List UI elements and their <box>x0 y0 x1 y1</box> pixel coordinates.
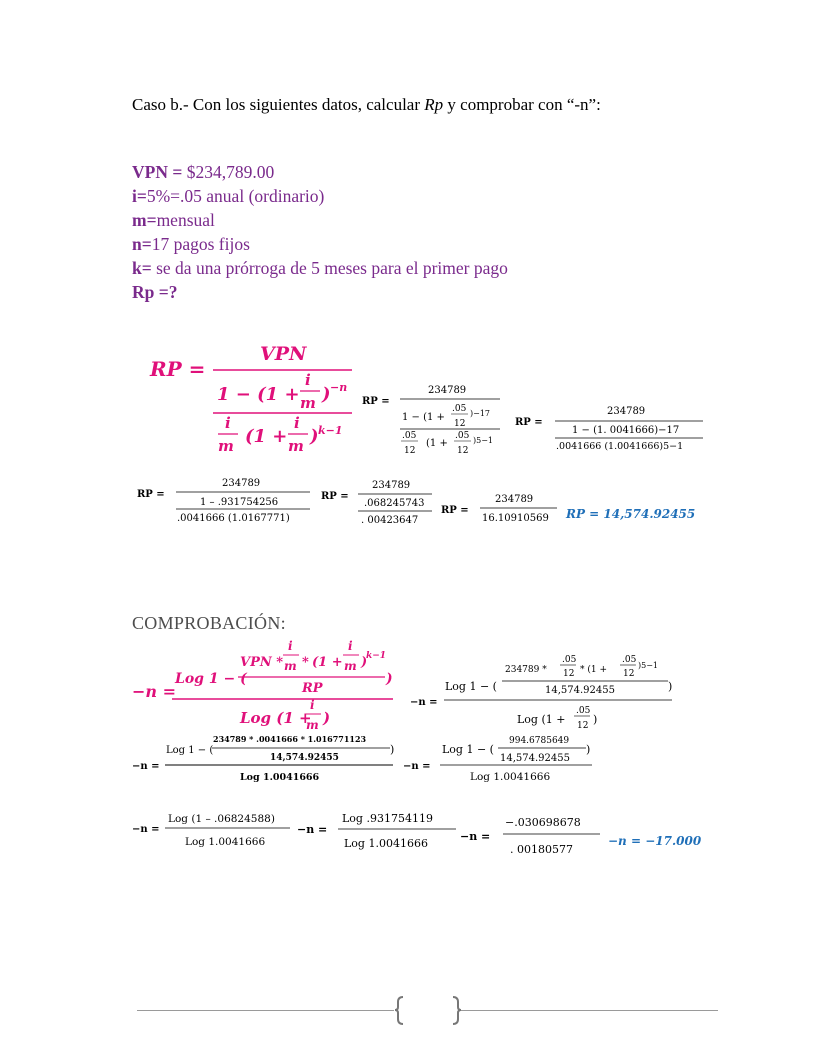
svg-text:Log 1 − (: Log 1 − ( <box>166 745 214 756</box>
svg-text:234789 *: 234789 * <box>505 665 547 675</box>
svg-text:−n =: −n = <box>297 823 328 836</box>
svg-text:(1 +: (1 + <box>312 655 343 670</box>
svg-text:−.030698678: −.030698678 <box>505 816 581 829</box>
svg-text:12: 12 <box>454 419 466 429</box>
svg-text:Log 1.0041666: Log 1.0041666 <box>240 772 320 783</box>
data-line-m: m=mensual <box>132 210 215 230</box>
data-line-rp: Rp =? <box>132 282 178 302</box>
svg-text:Log .931754119: Log .931754119 <box>342 812 433 825</box>
n-result: −n = −17.000 <box>608 834 702 848</box>
svg-text:): ) <box>310 426 319 447</box>
svg-text:.05: .05 <box>576 706 591 716</box>
svg-text:−n =: −n = <box>132 682 177 701</box>
svg-text:k−1: k−1 <box>366 651 387 661</box>
svg-text:RP =: RP = <box>362 396 390 407</box>
svg-text:14,574.92455: 14,574.92455 <box>500 753 570 764</box>
svg-text:Log 1 − (: Log 1 − ( <box>175 671 247 687</box>
svg-text:.0041666 (1.0041666)5−1: .0041666 (1.0041666)5−1 <box>556 441 684 452</box>
main-rp-lhs: RP = <box>150 357 206 381</box>
svg-text:Log 1 − (: Log 1 − ( <box>442 743 494 756</box>
data-line-i: i=5%=.05 anual (ordinario) <box>132 186 325 206</box>
svg-text:): ) <box>386 671 393 687</box>
svg-text:m: m <box>284 659 297 673</box>
svg-text:234789: 234789 <box>495 494 534 505</box>
svg-text:i: i <box>294 414 300 432</box>
svg-text:VPN *: VPN * <box>240 655 284 670</box>
svg-text:.05: .05 <box>562 655 577 665</box>
svg-text:i: i <box>225 414 231 432</box>
svg-text:Log 1.0041666: Log 1.0041666 <box>470 771 551 783</box>
svg-text:)5−1: )5−1 <box>473 436 494 445</box>
svg-text:Log (1 +: Log (1 + <box>240 709 312 727</box>
svg-text:12: 12 <box>563 669 575 679</box>
svg-text:): ) <box>668 680 673 693</box>
svg-text:(1 +: (1 + <box>426 438 448 449</box>
svg-text:i: i <box>305 371 311 389</box>
main-vpn: VPN <box>260 343 307 365</box>
right-brace-icon <box>453 997 461 1024</box>
svg-text:* (1 +: * (1 + <box>580 665 607 675</box>
svg-text:.05: .05 <box>622 655 637 665</box>
svg-text:1 − (1. 0041666)−17: 1 − (1. 0041666)−17 <box>572 425 680 436</box>
svg-text:i: i <box>310 698 315 712</box>
svg-text:−n =: −n = <box>410 697 438 708</box>
svg-text:16.10910569: 16.10910569 <box>482 513 549 524</box>
data-line-vpn: VPN = $234,789.00 <box>132 162 275 182</box>
svg-text:−n =: −n = <box>460 830 491 843</box>
svg-text:12: 12 <box>457 446 469 456</box>
svg-text:m: m <box>288 437 304 455</box>
svg-text:): ) <box>586 743 591 756</box>
svg-text:RP: RP <box>302 681 323 696</box>
svg-text:.05: .05 <box>452 404 467 414</box>
svg-text:234789: 234789 <box>222 478 261 489</box>
left-brace-icon <box>395 997 403 1024</box>
svg-text:.05: .05 <box>455 431 470 441</box>
heading-prefix: Caso b.- Con los siguientes datos, calcular <box>132 95 425 114</box>
svg-text:. 00423647: . 00423647 <box>361 515 419 526</box>
svg-text:12: 12 <box>577 721 589 731</box>
svg-text:*: * <box>302 655 309 670</box>
heading-suffix: y comprobar con “-n”: <box>443 95 601 114</box>
svg-text:m: m <box>344 659 357 673</box>
svg-text:RP =: RP = <box>137 489 165 500</box>
svg-text:): ) <box>322 384 331 405</box>
svg-text:)−17: )−17 <box>470 409 491 418</box>
svg-text:Log 1 − (: Log 1 − ( <box>445 680 497 693</box>
svg-text:)5−1: )5−1 <box>638 661 659 670</box>
svg-text:−n =: −n = <box>132 824 160 835</box>
svg-text:Log (1 – .06824588): Log (1 – .06824588) <box>168 813 275 825</box>
svg-text:.068245743: .068245743 <box>364 498 425 509</box>
svg-text:1 – .931754256: 1 – .931754256 <box>200 497 279 508</box>
svg-text:−n =: −n = <box>403 761 431 772</box>
svg-text:Log (1 +: Log (1 + <box>517 713 566 726</box>
svg-text:Log 1.0041666: Log 1.0041666 <box>344 837 428 850</box>
svg-text:): ) <box>390 743 395 756</box>
svg-text:14,574.92455: 14,574.92455 <box>545 685 615 696</box>
svg-text:): ) <box>323 709 331 727</box>
data-line-n: n=17 pagos fijos <box>132 234 250 254</box>
svg-text:. 00180577: . 00180577 <box>510 843 573 856</box>
svg-text:m: m <box>218 437 234 455</box>
svg-text:RP =: RP = <box>321 491 349 502</box>
svg-text:): ) <box>361 655 368 670</box>
svg-text:−n =: −n = <box>132 761 160 772</box>
svg-text:234789 * .0041666 * 1.01677112: 234789 * .0041666 * 1.016771123 <box>213 734 367 744</box>
rp-result: RP = 14,574.92455 <box>566 507 696 521</box>
svg-text:994.6785649: 994.6785649 <box>509 736 570 746</box>
data-line-k: k= se da una prórroga de 5 meses para el primer pago <box>132 258 508 278</box>
svg-text:i: i <box>288 639 293 653</box>
main-one-minus: 1 − (1 + <box>217 384 300 405</box>
svg-text:234789: 234789 <box>428 385 467 396</box>
svg-text:.05: .05 <box>402 431 417 441</box>
comprobacion-title: COMPROBACIÓN: <box>132 613 286 633</box>
svg-text:i: i <box>348 639 353 653</box>
svg-text:234789: 234789 <box>607 406 646 417</box>
svg-text:1 − (1 +: 1 − (1 + <box>402 412 445 423</box>
heading-var: Rp <box>424 95 444 114</box>
svg-text:Log 1.0041666: Log 1.0041666 <box>185 836 266 848</box>
svg-text:14,574.92455: 14,574.92455 <box>270 753 339 763</box>
svg-text:12: 12 <box>404 446 416 456</box>
svg-text:RP =: RP = <box>441 505 469 516</box>
svg-text:RP =: RP = <box>515 417 543 428</box>
svg-text:m: m <box>300 394 316 412</box>
svg-text:12: 12 <box>623 669 635 679</box>
svg-text:m: m <box>306 718 319 732</box>
svg-text:(1 +: (1 + <box>245 426 288 447</box>
svg-text:): ) <box>593 713 598 726</box>
svg-text:234789: 234789 <box>372 480 411 491</box>
svg-text:.0041666 (1.0167771): .0041666 (1.0167771) <box>177 513 290 524</box>
svg-text:k−1: k−1 <box>318 424 343 437</box>
svg-text:−n: −n <box>330 381 348 394</box>
